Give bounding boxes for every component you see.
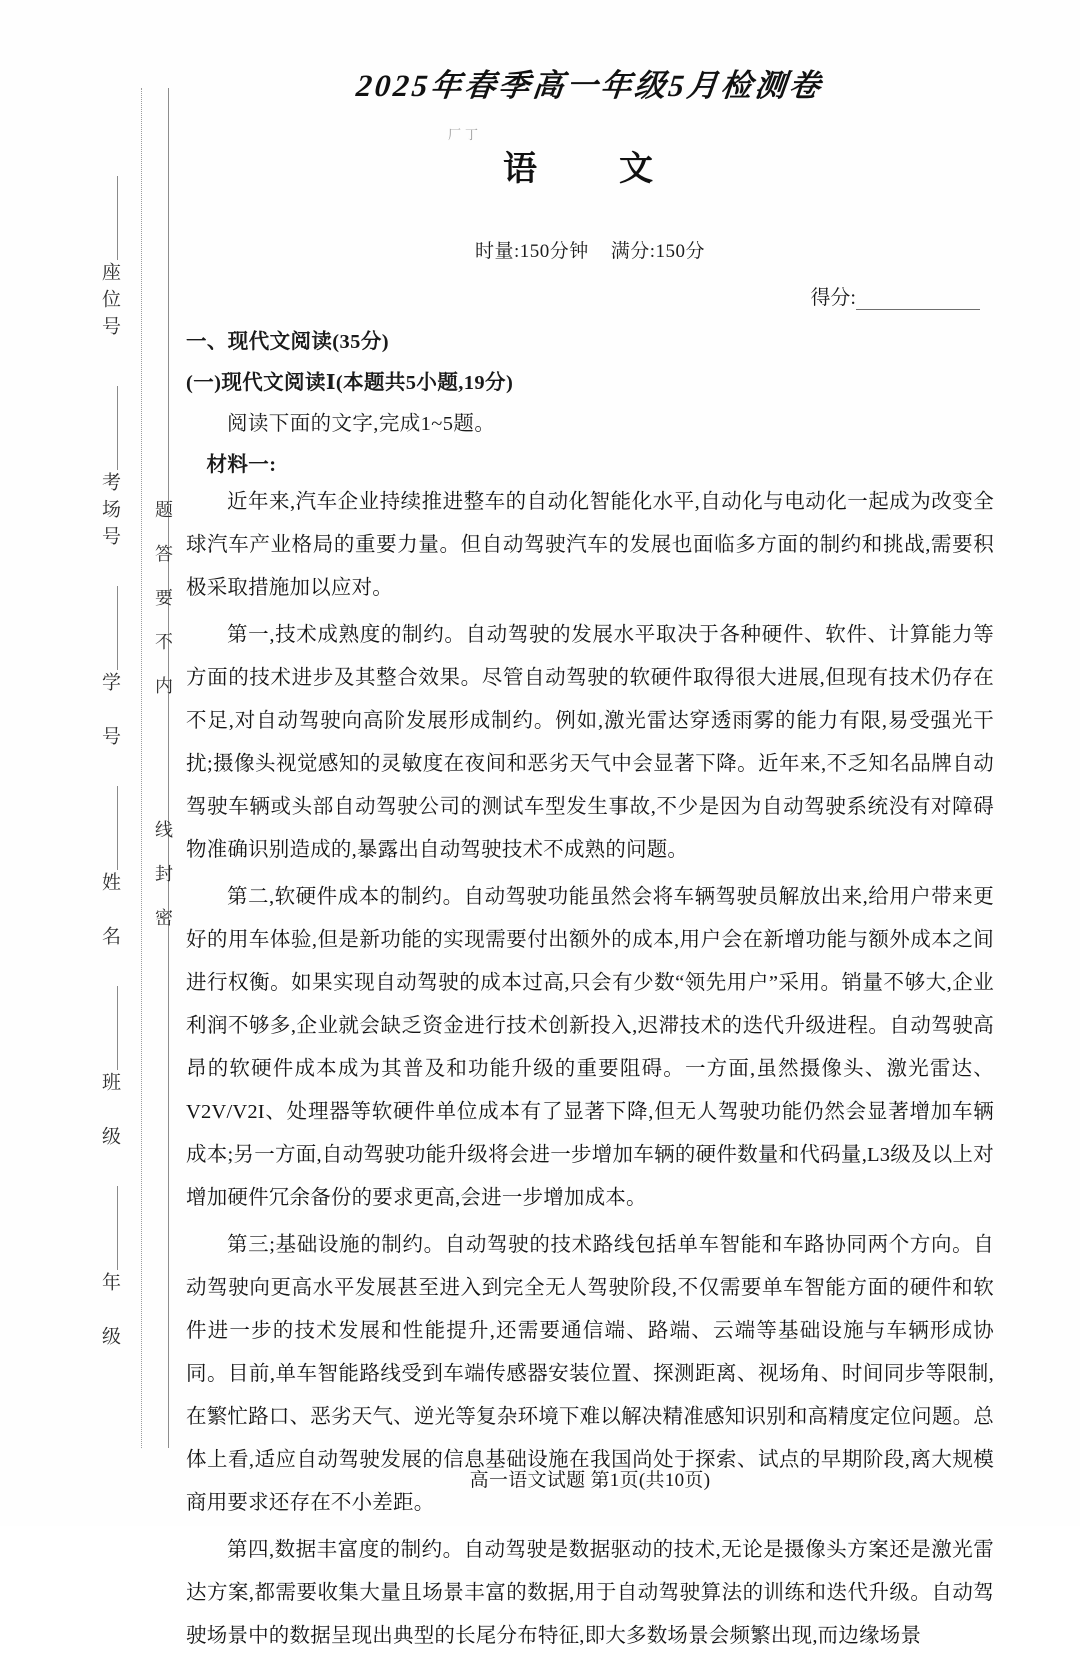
page-title: 2025年春季高一年级5月检测卷 [354,68,825,103]
field-class-label: 班 级 [99,1072,120,1153]
field-grade-label: 年 级 [99,1272,120,1353]
part-one-heading: (一)现代文阅读Ⅰ(本题共5小题,19分) [186,372,514,394]
field-seat-number-label: 座位号 [99,262,120,343]
field-exam-room-number-blank[interactable] [117,386,118,470]
field-student-name-label: 姓 名 [99,872,120,953]
sealing-margin [0,0,173,1526]
field-seat-number-blank[interactable] [117,176,118,260]
timing-label: 时量:150分钟 [474,241,589,262]
field-grade-blank[interactable] [117,1186,118,1270]
field-student-name[interactable] [96,872,123,953]
field-student-number-label: 学 号 [99,672,120,753]
seal-solid-line [168,88,169,1448]
total-score-label: 满分:150分 [610,241,706,262]
timing-line [186,236,994,263]
page-footer: 高一语文试题 第1页(共10页) [469,1470,711,1491]
field-exam-room-number[interactable] [96,472,123,553]
score-blank[interactable] [856,288,980,310]
field-seat-number[interactable] [96,262,123,343]
score-row [186,281,994,310]
reading-instruction: 阅读下面的文字,完成1~5题。 [227,413,496,435]
field-exam-room-number-label: 考场号 [99,472,120,553]
material-paragraph: 近年来,汽车企业持续推进整车的自动化智能化水平,自动化与电动化一起成为改变全球汽车产业格局的重要力量。但自动驾驶汽车的发展也面临多方面的制约和挑战,需要积极采取措施加以应对。 [186,491,994,599]
material-one-label: 材料一: [206,454,277,476]
section-one-heading: 一、现代文阅读(35分) [186,331,389,353]
material-paragraph: 第二,软硬件成本的制约。自动驾驶功能虽然会将车辆驾驶员解放出来,给用户带来更好的用车体验,但是新功能的实现需要付出额外的成本,用户会在新增功能与额外成本之间进行权衡。如果实现自动驾驶的成本过高,只会有少数“领先用户”采用。销量不够大,企业利润不够多,企业就会缺乏资金进行技术创新投入,迟滞技术的迭代升级进程。自动驾驶高昂的软硬件成本成为其普及和功能升级的重要阻碍。一方面,虽然摄像头、激光雷达、V2V/V2I、处理器等软硬件单位成本有了显著下降,但无人驾驶功能仍然会显著增加车辆成本;另一方面,自动驾驶功能升级将会进一步增加车辆的硬件数量和代码量,L3级及以上对增加硬件冗余备份的要求更高,会进一步增加成本。 [186,886,994,1209]
field-grade[interactable] [96,1272,123,1353]
field-student-number[interactable] [96,672,123,753]
field-student-name-blank[interactable] [117,786,118,870]
field-class[interactable] [96,1072,123,1153]
material-paragraph: 第四,数据丰富度的制约。自动驾驶是数据驱动的技术,无论是摄像头方案还是激光雷达方案,都需要收集大量且场景丰富的数据,用于自动驾驶算法的训练和迭代升级。自动驾驶场景中的数据呈现出典型的长尾分布特征,即大多数场景会频繁出现,而边缘场景 [186,1539,994,1647]
seal-notice-no-answer: 题答要不内 [153,500,173,720]
subject-title: 语 文 [503,151,677,188]
material-paragraph: 第三;基础设施的制约。自动驾驶的技术路线包括单车智能和车路协同两个方向。自动驾驶向更高水平发展甚至进入到完全无人驾驶阶段,不仅需要单车智能方面的硬件和软件进一步的技术发展和性能提升,还需要通信端、路端、云端等基础设施与车辆形成协同。目前,单车智能路线受到车端传感器安装位置、探测距离、视场角、时间同步等限制,在繁忙路口、恶劣天气、逆光等复杂环境下难以解决精准感知识别和高精度定位问题。总体上看,适应自动驾驶发展的信息基础设施在我国尚处于探索、试点的早期阶段,离大规模商用要求还存在不小差距。 [186,1234,994,1514]
material-paragraph: 第一,技术成熟度的制约。自动驾驶的发展水平取决于各种硬件、软件、计算能力等方面的技术进步及其整合效果。尽管自动驾驶的软硬件取得很大进展,但现有技术仍存在不足,对自动驾驶向高阶发展形成制约。例如,激光雷达穿透雨雾的能力有限,易受强光干扰;摄像头视觉感知的灵敏度在夜间和恶劣天气中会显著下降。近年来,不乏知名品牌自动驾驶车辆或头部自动驾驶公司的测试车型发生事故,不少是因为自动驾驶系统没有对障碍物准确识别造成的,暴露出自动驾驶技术不成熟的问题。 [186,624,994,861]
field-student-number-blank[interactable] [117,586,118,670]
score-label: 得分: [810,287,856,309]
field-class-blank[interactable] [117,986,118,1070]
seal-notice-sealing-line: 线封密 [153,820,173,952]
paper-body [186,0,994,1647]
scan-artifact-speck: 厂丁 [448,127,483,142]
seal-dashed-line [141,88,142,1448]
